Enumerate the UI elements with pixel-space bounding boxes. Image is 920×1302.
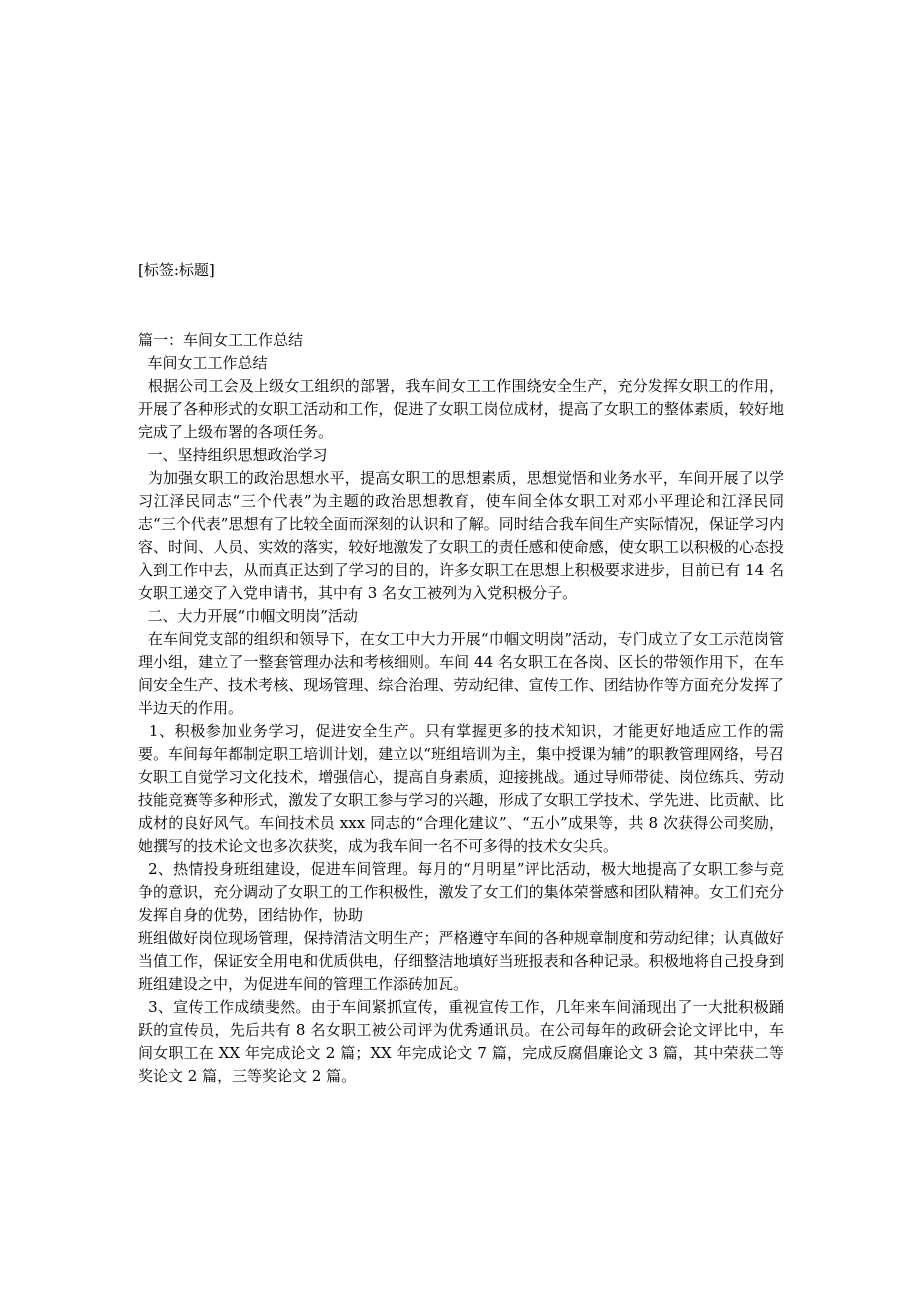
team-building-continued-paragraph: 班组做好岗位现场管理，保持清洁文明生产；严格遵守车间的各种规章制度和劳动纪律；认真做好当值工作，保证安全用电和优质供电，仔细整洁地填好当班报表和各种记录。积极地将自己投身到班组建设之中，为促进车间的管理工作添砖加瓦。 <box>138 929 784 993</box>
political-study-paragraph: 为加强女职工的政治思想水平，提高女职工的思想素质，思想觉悟和业务水平，车间开展了以学习江泽民同志“三个代表”为主题的政治思想教育，使车间全体女职工对邓小平理论和江泽民同志“三个代表”思想有了比较全面而深刻的认识和了解。同时结合我车间生产实际情况，保证学习内容、时间、人员、实效的落实，较好地激发了女职工的责任感和使命感，使女职工以积极的心态投入到工作中去，从而真正达到了学习的目的，许多女职工在思想上积极要求进步，目前已有 14 名女职工递交了入党申请书，其中有 3 名女工被列为入党积极分子。 <box>138 469 784 602</box>
heading-political-study: 一、坚持组织思想政治学习 <box>138 446 328 464</box>
team-building-paragraph: 2、热情投身班组建设，促进车间管理。每月的“月明星”评比活动，极大地提高了女职工参与竞争的意识，充分调动了女职工的工作积极性，激发了女工们的集体荣誉感和团队精神。女工们充分发挥自身的优势，团结协作，协助 <box>138 860 784 924</box>
publicity-paragraph: 3、宣传工作成绩斐然。由于车间紧抓宣传，重视宣传工作，几年来车间涌现出了一大批积极踊跃的宣传员，先后共有 8 名女职工被公司评为优秀通讯员。在公司每年的政研会论文评比中，车间女职工在 XX 年完成论文 2 篇；XX 年完成论文 7 篇，完成反腐倡廉论文 3 篇，其中荣获二等奖论文 2 篇，三等奖论文 2 篇。 <box>138 998 784 1085</box>
section-title: 篇一：车间女工工作总结 <box>138 331 304 349</box>
document-body <box>138 329 784 1088</box>
intro-paragraph: 根据公司工会及上级女工组织的部署，我车间女工工作围绕安全生产，充分发挥女职工的作用，开展了各种形式的女职工活动和工作，促进了女职工岗位成材，提高了女职工的整体素质，较好地完成了上级布署的各项任务。 <box>138 377 784 441</box>
tag-line: [标签:标题] <box>138 261 215 279</box>
heading-civilized-post: 二、大力开展“巾帼文明岗”活动 <box>138 607 358 625</box>
business-study-paragraph: 1、积极参加业务学习，促进安全生产。只有掌握更多的技术知识，才能更好地适应工作的需要。车间每年都制定职工培训计划，建立以“班组培训为主，集中授课为辅”的职教管理网络，号召女职工自觉学习文化技术，增强信心，提高自身素质，迎接挑战。通过导师带徒、岗位练兵、劳动技能竞赛等多种形式，激发了女职工参与学习的兴趣，形成了女职工学技术、学先进、比贡献、比成材的良好风气。车间技术员 xxx 同志的“合理化建议”、“五小”成果等，共 8 次获得公司奖励，她撰写的技术论文也多次获奖，成为我车间一名不可多得的技术女尖兵。 <box>138 722 784 855</box>
civilized-post-paragraph: 在车间党支部的组织和领导下，在女工中大力开展“巾帼文明岗”活动，专门成立了女工示范岗管理小组，建立了一整套管理办法和考核细则。车间 44 名女职工在各岗、区长的带领作用下，在车间安全生产、技术考核、现场管理、综合治理、劳动纪律、宣传工作、团结协作等方面充分发挥了半边天的作用。 <box>138 630 785 717</box>
document-heading: 车间女工工作总结 <box>138 354 268 372</box>
